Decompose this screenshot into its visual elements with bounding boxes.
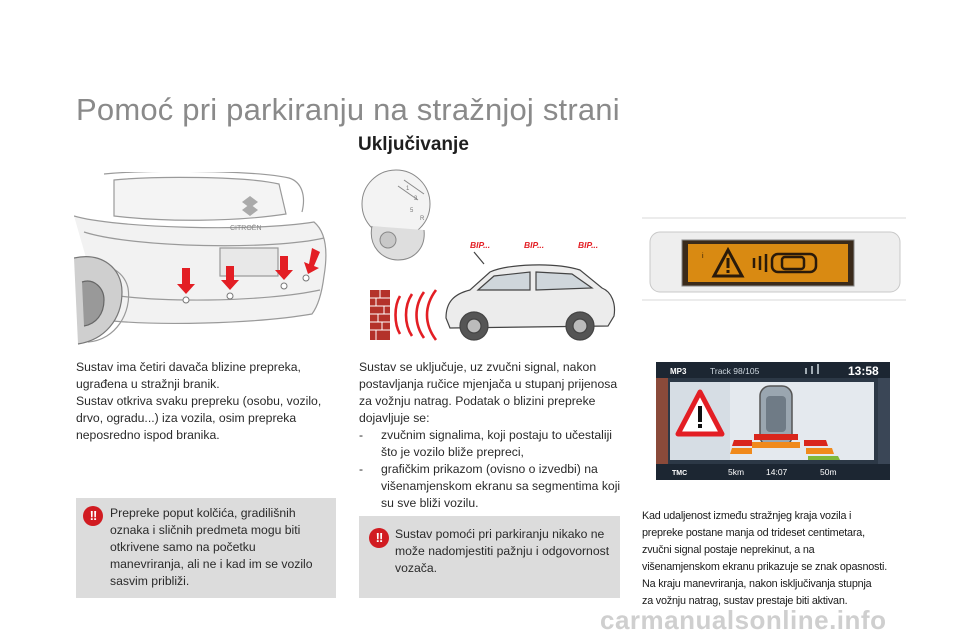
watermark: carmanualsonline.info — [600, 605, 887, 635]
warning-icon — [369, 528, 389, 548]
screen-distance-left: 5km — [728, 467, 745, 477]
column3-line: Na kraju manevriranja, nakon isključivanja stupnja — [642, 578, 872, 590]
bip-label-2: BIP... — [524, 240, 545, 250]
car-illustration — [446, 252, 615, 340]
reversing-illustration — [358, 166, 620, 346]
warning-icon — [83, 506, 103, 526]
svg-text:3: 3 — [414, 196, 418, 202]
screen-time-top: 13:58 — [848, 364, 879, 378]
bip-label-1: BIP... — [470, 240, 491, 250]
column2-bullet-1: - zvučnim signalima, koji postaju to učestaliji što je vozilo bliže prepreci, — [359, 428, 612, 459]
column2-note — [359, 516, 620, 598]
screen-distance-right: 50m — [820, 467, 837, 477]
svg-text:5: 5 — [410, 208, 414, 214]
screen-tmc: TMC — [672, 470, 688, 477]
column3-line: Kad udaljenost između stražnjeg kraja vozila i — [642, 510, 852, 522]
page-title: Pomoć pri parkiranju na stražnjoj strani — [76, 92, 620, 127]
car-rear-illustration — [74, 172, 336, 348]
column1-note — [76, 498, 336, 598]
svg-text:i: i — [702, 253, 704, 260]
multifunction-screen-illustration — [656, 362, 890, 480]
screen-track: Track 98/105 — [710, 366, 760, 376]
column2-intro: Sustav se uključuje, uz zvučni signal, nakon postavljanja ručice mjenjača u stupanj prijenosa za vožnju natrag. Podatak o blizini prepreke dojavljuje se: — [359, 360, 618, 425]
column3-line: zvučni signal postaje neprekinut, a na — [642, 544, 815, 556]
svg-text:R: R — [420, 216, 425, 222]
screen-time-bottom: 14:07 — [766, 467, 788, 477]
brick-wall-icon — [370, 290, 390, 340]
badge-text: CITROËN — [230, 225, 262, 232]
column3-text — [642, 508, 912, 610]
column2-note-text: Sustav pomoći pri parkiranju nikako ne može nadomjestiti pažnju i odgovornost vozača. — [395, 527, 610, 575]
dashboard-display-illustration — [642, 214, 906, 310]
column1-note-text: Prepreke poput kolčića, gradilišnih oznaka i sličnih predmeta mogu biti otkrivene samo na početku manevriranja, ali ne i kad im se vozilo sasvim približi. — [110, 506, 313, 588]
sound-waves — [396, 290, 437, 340]
section-subtitle: Uključivanje — [358, 134, 469, 155]
column2-bullet-2: - grafičkim prikazom (ovisno o izvedbi) na višenamjenskom ekranu sa segmentima koji su sve bliži vozilu. — [359, 462, 621, 510]
bip-label-3: BIP... — [578, 240, 599, 250]
column2-text — [359, 359, 623, 512]
column1-paragraph-1: Sustav ima četiri davača blizine prepreka, ugrađena u stražnji branik. — [76, 360, 301, 391]
svg-text:1: 1 — [406, 186, 410, 192]
column3-line: prepreke postane manja od trideset centimetara, — [642, 527, 865, 539]
screen-source: MP3 — [670, 367, 687, 376]
column1-paragraph-2: Sustav otkriva svaku prepreku (osobu, vozilo, drvo, ogradu...) iza vozila, osim prepreka neposredno ispod branika. — [76, 394, 322, 442]
column3-line: za vožnju natrag, sustav prestaje biti aktivan. — [642, 595, 848, 607]
column1-text — [76, 359, 338, 444]
column3-line: višenamjenskom ekranu prikazuje se znak opasnosti. — [642, 561, 888, 573]
